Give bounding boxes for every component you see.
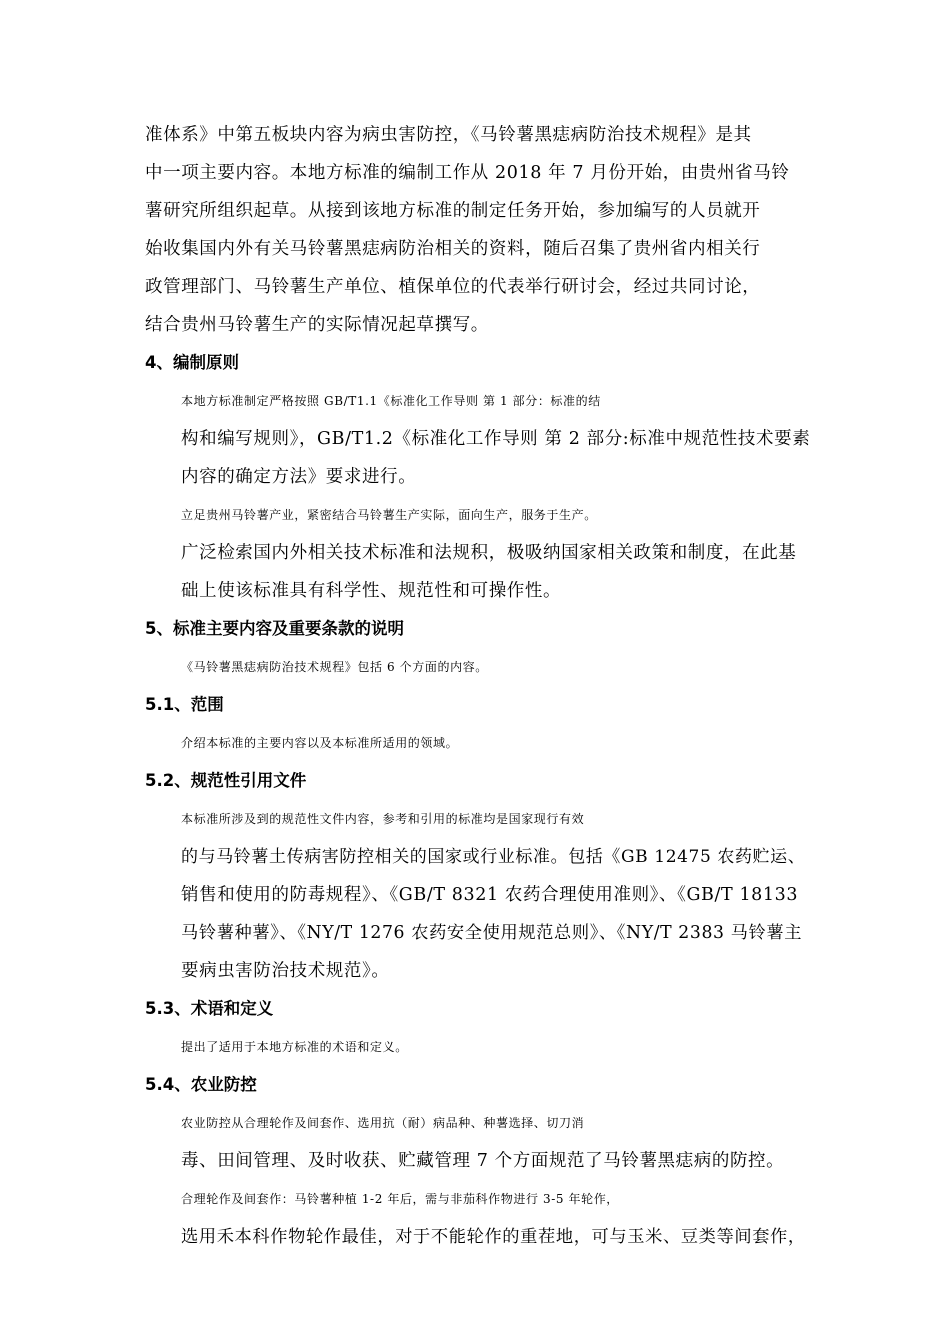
body-paragraph	[145, 382, 810, 496]
paragraph-line: 准体系》中第五板块内容为病虫害防控，《马铃薯黑痣病防治技术规程》是其	[145, 125, 752, 145]
body-paragraph	[145, 648, 810, 686]
paragraph-line: 农业防控从合理轮作及间套作、选用抗（耐）病品种、种薯选择、切刀消	[181, 1116, 585, 1130]
section-heading: 5.4、农业防控	[145, 1075, 257, 1094]
paragraph-line: 提出了适用于本地方标准的术语和定义。	[181, 1040, 408, 1054]
paragraph-line: 毒、田间管理、及时收获、贮藏管理 7 个方面规范了马铃薯黑痣病的防控。	[181, 1151, 785, 1171]
paragraph-line: 立足贵州马铃薯产业，紧密结合马铃薯生产实际，面向生产，服务于生产。	[181, 508, 597, 522]
paragraph-line: 构和编写规则》，GB/T1.2《标准化工作导则 第 2 部分:标准中规范性技术要素	[181, 429, 811, 449]
paragraph-line: 本标准所涉及到的规范性文件内容，参考和引用的标准均是国家现行有效	[181, 812, 585, 826]
paragraph-line: 的与马铃薯土传病害防控相关的国家或行业标准。包括《GB 12475 农药贮运、	[181, 847, 806, 867]
body-paragraph	[145, 496, 810, 610]
paragraph-line: 合理轮作及间套作：马铃薯种植 1-2 年后，需与非茄科作物进行 3-5 年轮作，	[181, 1192, 619, 1206]
paragraph-line: 介绍本标准的主要内容以及本标准所适用的领域。	[181, 736, 459, 750]
body-paragraph	[145, 1180, 810, 1256]
paragraph-line: 要病虫害防治技术规范》。	[181, 961, 390, 981]
paragraph-line: 结合贵州马铃薯生产的实际情况起草撰写。	[145, 315, 489, 335]
paragraph-line: 始收集国内外有关马铃薯黑痣病防治相关的资料，随后召集了贵州省内相关行	[145, 239, 761, 259]
paragraph-line: 本地方标准制定严格按照 GB/T1.1《标准化工作导则 第 1 部分：标准的结	[181, 394, 601, 408]
body-paragraph	[145, 1104, 810, 1180]
section-heading: 5、标准主要内容及重要条款的说明	[145, 619, 404, 638]
section-heading: 5.2、规范性引用文件	[145, 771, 307, 790]
section-heading: 5.3、术语和定义	[145, 999, 274, 1018]
paragraph-line: 政管理部门、马铃薯生产单位、植保单位的代表举行研讨会，经过共同讨论，	[145, 277, 761, 297]
paragraph-line: 础上使该标准具有科学性、规范性和可操作性。	[181, 581, 562, 601]
body-paragraph	[145, 800, 810, 990]
paragraph-line: 马铃薯种薯》、《NY/T 1276 农药安全使用规范总则》、《NY/T 2383 马铃薯主	[181, 923, 803, 943]
document-page	[145, 116, 810, 1256]
section-heading: 5.1、范围	[145, 695, 224, 714]
body-paragraph	[145, 724, 810, 762]
paragraph-line: 选用禾本科作物轮作最佳，对于不能轮作的重茬地，可与玉米、豆类等间套作，	[181, 1227, 806, 1247]
body-paragraph	[145, 116, 810, 344]
paragraph-line: 销售和使用的防毒规程》、《GB/T 8321 农药合理使用准则》、《GB/T 18133	[181, 885, 799, 905]
body-paragraph	[145, 1028, 810, 1066]
paragraph-line: 中一项主要内容。本地方标准的编制工作从 2018 年 7 月份开始，由贵州省马铃	[145, 163, 790, 183]
paragraph-line: 内容的确定方法》要求进行。	[181, 467, 417, 487]
paragraph-line: 《马铃薯黑痣病防治技术规程》包括 6 个方面的内容。	[181, 660, 488, 674]
section-heading: 4、编制原则	[145, 353, 239, 372]
paragraph-line: 广泛检索国内外相关技术标准和法规积，极吸纳国家相关政策和制度，在此基	[181, 543, 797, 563]
paragraph-line: 薯研究所组织起草。从接到该地方标准的制定任务开始，参加编写的人员就开	[145, 201, 761, 221]
